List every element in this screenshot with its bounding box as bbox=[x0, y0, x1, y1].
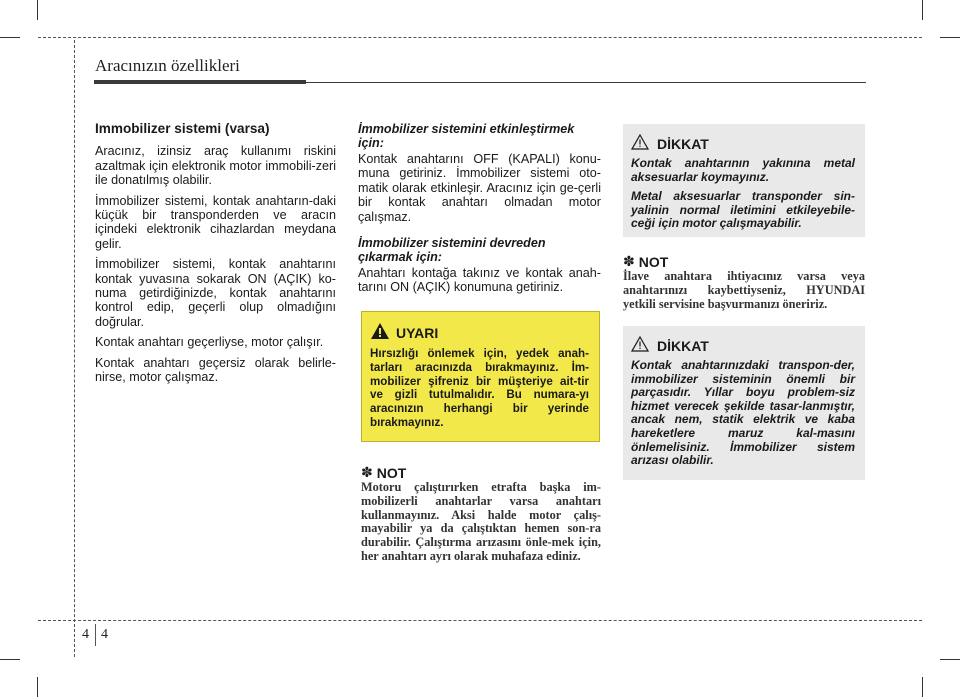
crop-mark bbox=[0, 659, 20, 660]
caution-box bbox=[623, 326, 865, 480]
asterisk-icon: ✽ bbox=[623, 253, 635, 269]
note-title-text: NOT bbox=[376, 464, 407, 481]
asterisk-icon: ✽ bbox=[361, 464, 373, 480]
caution-title-text: DİKKAT bbox=[657, 337, 709, 354]
crop-mark bbox=[922, 0, 923, 20]
warning-box bbox=[361, 311, 600, 442]
header-rule-thin bbox=[306, 82, 866, 83]
paragraph: Kontak anahtarını OFF (KAPALI) konu-muna getiriniz. İmmobilizer sistemi oto-matik olarak etkinleşir. Aracınız için ge-çerli bir kontak anahtarı olmadan motor çalışmaz. bbox=[358, 152, 601, 224]
crop-mark bbox=[940, 37, 960, 38]
caution-triangle-icon bbox=[631, 134, 649, 153]
warning-text: Hırsızlığı önlemek için, yedek anah-tarları aracınızda bırakmayınız. İm-mobilizer şifreniz bir müşteriye ait-tir ve gizli tutulmalıdır. Bu numara-yı aracınızın herhangi bir yerinde bırakmayınız. bbox=[370, 347, 589, 429]
paragraph: İmmobilizer sistemi, kontak anahtarını kontak yuvasına sokarak ON (AÇIK) ko-numa getirdiğinizde, kontak anahtarını kontrol edip, geçerli olup olmadığını doğrular. bbox=[95, 257, 336, 329]
note-block bbox=[361, 464, 601, 564]
subsection-heading: İmmobilizer sistemini etkinleştirmek için: bbox=[358, 122, 575, 150]
caution-title bbox=[631, 336, 855, 355]
paragraph: Kontak anahtarı geçerliyse, motor çalışır. bbox=[95, 335, 324, 350]
middle-column bbox=[358, 122, 601, 301]
caution-text: Kontak anahtarınızdaki transpon-der, immobilizer sisteminin önemli bir parçasıdır. Yıllar boyu problem-siz hizmet verecek şekilde tasar-lanmıştır, ancak nem, statik elektrik ve kaba hareketlere maruz kal-masını önlemelisiniz. İmmobilizer sistem arızası olabilir. bbox=[631, 358, 855, 468]
trim-line bbox=[38, 37, 922, 38]
note-title bbox=[361, 464, 601, 481]
trim-line bbox=[74, 40, 75, 657]
caution-text bbox=[631, 157, 855, 231]
note-block bbox=[623, 253, 865, 311]
paragraph: Kontak anahtarının yakınına metal aksesuarlar koymayınız. bbox=[631, 156, 855, 184]
caution-title bbox=[631, 134, 855, 153]
crop-mark bbox=[37, 0, 38, 20]
note-title-text: NOT bbox=[638, 253, 669, 270]
paragraph: İmmobilizer sistemi, kontak anahtarın-daki küçük bir transponderden ve aracın içindeki elektronik cihazlardan meydana gelir. bbox=[95, 193, 336, 251]
header-rule-thick bbox=[94, 80, 306, 84]
warning-triangle-icon bbox=[370, 322, 390, 343]
crop-mark bbox=[940, 659, 960, 660]
paragraph: Kontak anahtarı geçersiz olarak belirle-nirse, motor çalışmaz. bbox=[95, 355, 336, 385]
paragraph: Aracınız, izinsiz araç kullanımı riskini azaltmak için elektronik motor immobili-zeri ile donatılmış olabilir. bbox=[95, 144, 336, 188]
warning-title-text: UYARI bbox=[396, 324, 439, 341]
page-header-title: Aracınızın özellikleri bbox=[95, 56, 240, 75]
caution-box bbox=[623, 124, 865, 237]
section-heading: Immobilizer sistemi (varsa) bbox=[95, 121, 270, 136]
warning-title bbox=[370, 322, 589, 343]
left-column bbox=[95, 122, 336, 391]
note-text: İlave anahtara ihtiyacınız varsa veya anahtarınızı kaybettiyseniz, HYUNDAI yetkili servisine başvurmanızı öneririz. bbox=[623, 269, 865, 311]
caution-triangle-icon bbox=[631, 336, 649, 355]
footer-separator bbox=[95, 624, 96, 646]
note-title bbox=[623, 253, 865, 270]
subsection-heading: İmmobilizer sistemini devreden çıkarmak için: bbox=[358, 236, 546, 265]
trim-line bbox=[38, 620, 922, 621]
crop-mark bbox=[922, 677, 923, 697]
caution-title-text: DİKKAT bbox=[657, 135, 709, 152]
paragraph: Metal aksesuarlar transponder sin-yalinin normal iletimini etkileyebile-ceği için motor çalışmayabilir. bbox=[631, 189, 855, 231]
section-number: 4 bbox=[82, 627, 89, 642]
paragraph: Anahtarı kontağa takınız ve kontak anah-tarını ON (AÇIK) konumuna getiriniz. bbox=[358, 266, 601, 295]
page-number: 4 bbox=[101, 627, 108, 642]
crop-mark bbox=[0, 37, 20, 38]
note-text: Motoru çalıştırırken etrafta başka im-mobilizerli anahtarlar varsa anahtarı kullanmayınız. Aksi halde motor çalış-mayabilir ya da çalıştıktan hemen son-ra durabilir. Çalıştırma arızasını önle-mek için, her anahtarı ayrı olarak muhafaza ediniz. bbox=[361, 480, 601, 563]
crop-mark bbox=[37, 677, 38, 697]
